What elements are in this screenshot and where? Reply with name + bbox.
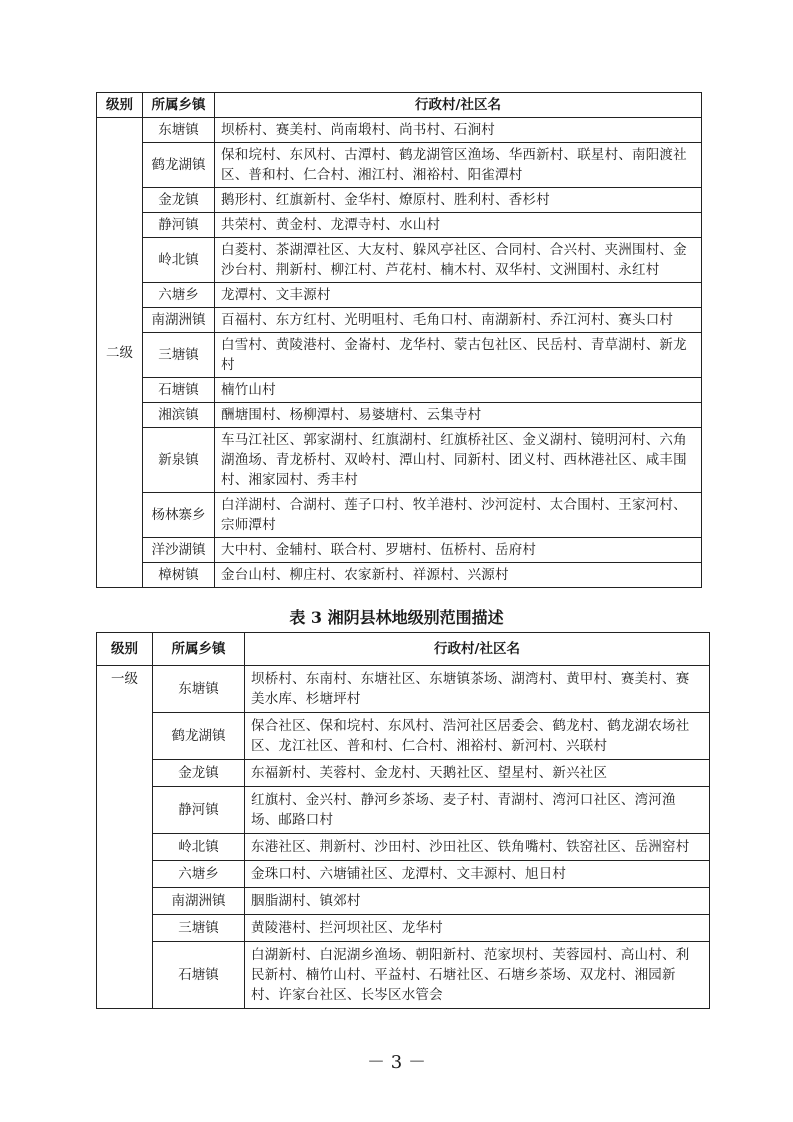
table-row bbox=[97, 888, 710, 915]
town-cell: 南湖洲镇 bbox=[143, 308, 215, 333]
town-cell: 鹤龙湖镇 bbox=[143, 143, 215, 188]
table-level2-towns bbox=[96, 92, 702, 588]
town-cell: 岭北镇 bbox=[153, 834, 245, 861]
table-row bbox=[97, 143, 702, 188]
villages-cell: 保和垸村、东风村、古潭村、鹤龙湖管区渔场、华西新村、联星村、南阳渡社区、普和村、仁合村、湘江村、湘裕村、阳雀潭村 bbox=[215, 143, 702, 188]
table-header-row bbox=[97, 93, 702, 118]
table-row bbox=[97, 563, 702, 588]
table-row bbox=[97, 787, 710, 834]
table-row bbox=[97, 238, 702, 283]
table-row bbox=[97, 760, 710, 787]
villages-cell: 胭脂湖村、镇郊村 bbox=[245, 888, 710, 915]
town-cell: 南湖洲镇 bbox=[153, 888, 245, 915]
villages-cell: 保合社区、保和垸村、东风村、浩河社区居委会、鹤龙村、鹤龙湖农场社区、龙江社区、普和村、仁合村、湘裕村、新河村、兴联村 bbox=[245, 713, 710, 760]
table-header-row bbox=[97, 633, 710, 666]
town-cell: 洋沙湖镇 bbox=[143, 538, 215, 563]
table-row bbox=[97, 861, 710, 888]
town-cell: 石塘镇 bbox=[153, 942, 245, 1009]
level-cell: 一级 bbox=[97, 666, 153, 1009]
villages-cell: 红旗村、金兴村、静河乡茶场、麦子村、青湖村、湾河口社区、湾河渔场、邮路口村 bbox=[245, 787, 710, 834]
town-cell: 静河镇 bbox=[153, 787, 245, 834]
town-cell: 杨林寨乡 bbox=[143, 493, 215, 538]
town-cell: 东塘镇 bbox=[143, 118, 215, 143]
villages-cell: 金珠口村、六塘铺社区、龙潭村、文丰源村、旭日村 bbox=[245, 861, 710, 888]
table-row bbox=[97, 188, 702, 213]
town-cell: 六塘乡 bbox=[143, 283, 215, 308]
table-row bbox=[97, 713, 710, 760]
villages-cell: 百福村、东方红村、光明咀村、毛角口村、南湖新村、乔江河村、赛头口村 bbox=[215, 308, 702, 333]
town-cell: 静河镇 bbox=[143, 213, 215, 238]
town-cell: 金龙镇 bbox=[153, 760, 245, 787]
header-level: 级别 bbox=[97, 633, 153, 666]
town-cell: 岭北镇 bbox=[143, 238, 215, 283]
header-town: 所属乡镇 bbox=[153, 633, 245, 666]
town-cell: 樟树镇 bbox=[143, 563, 215, 588]
villages-cell: 金台山村、柳庄村、农家新村、祥源村、兴源村 bbox=[215, 563, 702, 588]
town-cell: 六塘乡 bbox=[153, 861, 245, 888]
villages-cell: 酬塘围村、杨柳潭村、易婆塘村、云集寺村 bbox=[215, 403, 702, 428]
town-cell: 新泉镇 bbox=[143, 428, 215, 493]
level-cell: 二级 bbox=[97, 118, 143, 588]
villages-cell: 车马江社区、郭家湖村、红旗湖村、红旗桥社区、金义湖村、镜明河村、六角湖渔场、青龙桥村、双岭村、潭山村、同新村、团义村、西林港社区、咸丰围村、湘家园村、秀丰村 bbox=[215, 428, 702, 493]
villages-cell: 大中村、金辅村、联合村、罗塘村、伍桥村、岳府村 bbox=[215, 538, 702, 563]
table-forest-land-levels bbox=[96, 632, 710, 1009]
table-row bbox=[97, 538, 702, 563]
town-cell: 鹤龙湖镇 bbox=[153, 713, 245, 760]
header-villages: 行政村/社区名 bbox=[215, 93, 702, 118]
table-row bbox=[97, 333, 702, 378]
header-villages: 行政村/社区名 bbox=[245, 633, 710, 666]
villages-cell: 坝桥村、东南村、东塘社区、东塘镇茶场、湖湾村、黄甲村、赛美村、赛美水库、杉塘坪村 bbox=[245, 666, 710, 713]
villages-cell: 黄陵港村、拦河坝社区、龙华村 bbox=[245, 915, 710, 942]
table-row bbox=[97, 493, 702, 538]
table-row bbox=[97, 118, 702, 143]
villages-cell: 白雪村、黄陵港村、金崙村、龙华村、蒙古包社区、民岳村、青草湖村、新龙村 bbox=[215, 333, 702, 378]
villages-cell: 东港社区、荆新村、沙田村、沙田社区、铁角嘴村、铁窑社区、岳洲窑村 bbox=[245, 834, 710, 861]
table-row bbox=[97, 915, 710, 942]
header-town: 所属乡镇 bbox=[143, 93, 215, 118]
town-cell: 东塘镇 bbox=[153, 666, 245, 713]
table-row bbox=[97, 666, 710, 713]
villages-cell: 坝桥村、赛美村、尚南塅村、尚书村、石涧村 bbox=[215, 118, 702, 143]
villages-cell: 龙潭村、文丰源村 bbox=[215, 283, 702, 308]
table-row bbox=[97, 283, 702, 308]
table-row bbox=[97, 942, 710, 1009]
table-row bbox=[97, 213, 702, 238]
header-level: 级别 bbox=[97, 93, 143, 118]
table-row bbox=[97, 403, 702, 428]
villages-cell: 白洋湖村、合湖村、莲子口村、牧羊港村、沙河淀村、太合围村、王家河村、宗师潭村 bbox=[215, 493, 702, 538]
table-caption: 表 3 湘阴县林地级别范围描述 bbox=[289, 608, 504, 627]
villages-cell: 东福新村、芙蓉村、金龙村、天鹅社区、望星村、新兴社区 bbox=[245, 760, 710, 787]
table-row bbox=[97, 308, 702, 333]
villages-cell: 共荣村、黄金村、龙潭寺村、水山村 bbox=[215, 213, 702, 238]
villages-cell: 白湖新村、白泥湖乡渔场、朝阳新村、范家坝村、芙蓉园村、高山村、利民新村、楠竹山村、平益村、石塘社区、石塘乡茶场、双龙村、湘园新村、许家台社区、长岑区水管会 bbox=[245, 942, 710, 1009]
town-cell: 石塘镇 bbox=[143, 378, 215, 403]
villages-cell: 白菱村、茶湖潭社区、大友村、躲风亭社区、合同村、合兴村、夹洲围村、金沙台村、荆新村、柳江村、芦花村、楠木村、双华村、文洲围村、永红村 bbox=[215, 238, 702, 283]
table-row bbox=[97, 834, 710, 861]
town-cell: 湘滨镇 bbox=[143, 403, 215, 428]
town-cell: 金龙镇 bbox=[143, 188, 215, 213]
villages-cell: 鹅形村、红旗新村、金华村、燎原村、胜利村、香杉村 bbox=[215, 188, 702, 213]
table-row bbox=[97, 378, 702, 403]
town-cell: 三塘镇 bbox=[153, 915, 245, 942]
town-cell: 三塘镇 bbox=[143, 333, 215, 378]
page-number: － 3 － bbox=[367, 1052, 426, 1073]
table-row bbox=[97, 428, 702, 493]
villages-cell: 楠竹山村 bbox=[215, 378, 702, 403]
